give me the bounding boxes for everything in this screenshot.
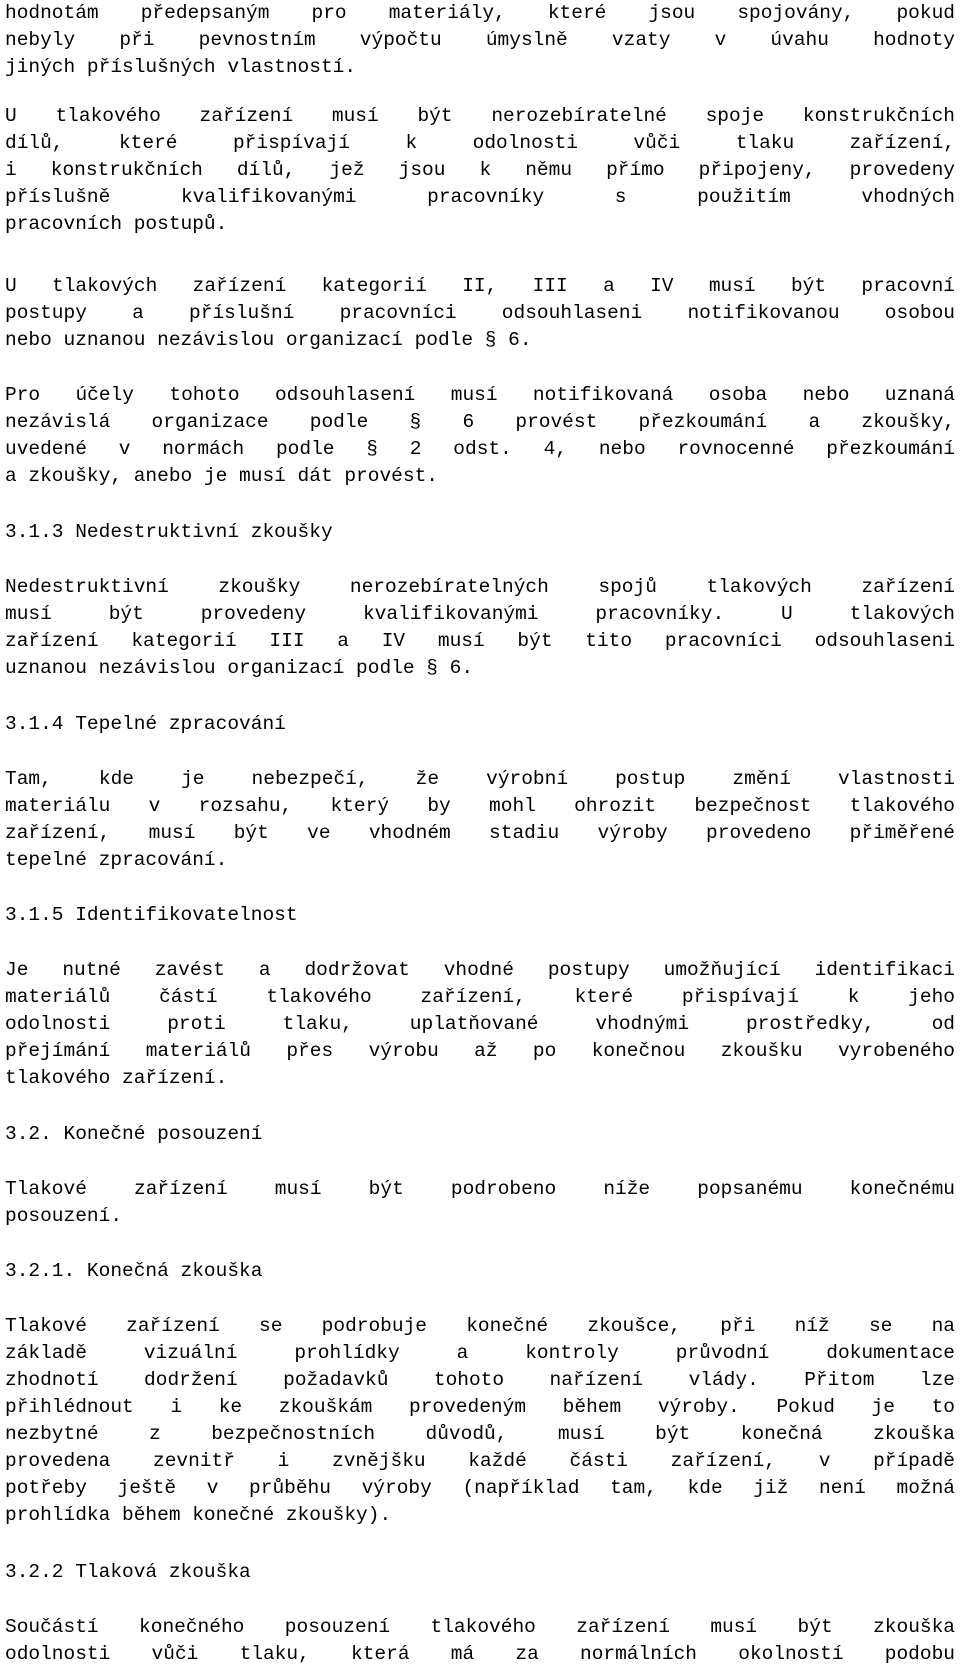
text-line: U tlakového zařízení musí být nerozebíratelné spoje konstrukčních: [5, 105, 955, 127]
heading-3-2: [5, 1121, 955, 1148]
text-line: odolnosti proti tlaku, uplatňované vhodnými prostředky, od: [5, 1013, 955, 1035]
text-line: nebyly při pevnostním výpočtu úmyslně vzaty v úvahu hodnoty: [5, 29, 955, 51]
text-line: nezávislá organizace podle § 6 provést přezkoumání a zkoušky,: [5, 411, 955, 433]
text-line: nezbytné z bezpečnostních důvodů, musí být konečná zkouška: [5, 1423, 955, 1445]
section-heading: 3.1.5 Identifikovatelnost: [5, 904, 298, 926]
text-line: i konstrukčních dílů, jež jsou k němu přímo připojeny, provedeny: [5, 159, 955, 181]
paragraph-categories-approval: [5, 273, 955, 354]
text-line: odolnosti vůči tlaku, která má za normálních okolností podobu: [5, 1643, 955, 1665]
text-line: základě vizuální prohlídky a kontroly průvodní dokumentace: [5, 1342, 955, 1364]
paragraph-final-inspection: [5, 1313, 955, 1529]
section-heading: 3.2.2 Tlaková zkouška: [5, 1561, 251, 1583]
text-line: Je nutné zavést a dodržovat vhodné postupy umožňující identifikaci: [5, 959, 955, 981]
text-line: posouzení.: [5, 1205, 123, 1227]
section-heading: 3.1.4 Tepelné zpracování: [5, 713, 286, 735]
text-line: tepelné zpracování.: [5, 849, 228, 871]
text-line: uvedené v normách podle § 2 odst. 4, nebo rovnocenné přezkoumání: [5, 438, 955, 460]
text-line: zařízení, musí být ve vhodném stadiu výroby provedeno přiměřené: [5, 822, 955, 844]
paragraph-heat-treatment: [5, 766, 955, 874]
heading-3-2-2: [5, 1559, 955, 1586]
text-line: Pro účely tohoto odsouhlasení musí notifikovaná osoba nebo uznaná: [5, 384, 955, 406]
section-heading: 3.1.3 Nedestruktivní zkoušky: [5, 521, 333, 543]
text-line: tlakového zařízení.: [5, 1067, 228, 1089]
paragraph-approval-purpose: [5, 382, 955, 490]
text-line: nebo uznanou nezávislou organizací podle § 6.: [5, 329, 532, 351]
text-line: zařízení kategorií III a IV musí být tito pracovníci odsouhlaseni: [5, 630, 955, 652]
text-line: potřeby ještě v průběhu výroby (například tam, kde již není možná: [5, 1477, 955, 1499]
text-line: přihlédnout i ke zkouškám provedeným během výroby. Pokud je to: [5, 1396, 955, 1418]
paragraph-permanent-joints: [5, 103, 955, 238]
text-line: Tam, kde je nebezpečí, že výrobní postup změní vlastnosti: [5, 768, 955, 790]
text-line: hodnotám předepsaným pro materiály, které jsou spojovány, pokud: [5, 2, 955, 24]
text-line: musí být provedeny kvalifikovanými pracovníky. U tlakových: [5, 603, 955, 625]
text-line: materiálů částí tlakového zařízení, které přispívají k jeho: [5, 986, 955, 1008]
text-line: postupy a příslušní pracovníci odsouhlaseni notifikovanou osobou: [5, 302, 955, 324]
text-line: uznanou nezávislou organizací podle § 6.: [5, 657, 474, 679]
text-line: a zkoušky, anebo je musí dát provést.: [5, 465, 438, 487]
text-line: Tlakové zařízení musí být podrobeno níže popsanému konečnému: [5, 1178, 955, 1200]
section-heading: 3.2. Konečné posouzení: [5, 1123, 263, 1145]
text-line: jiných příslušných vlastností.: [5, 56, 357, 78]
paragraph-ndt: [5, 574, 955, 682]
text-line: provedena zevnitř i zvnějšku každé části zařízení, v případě: [5, 1450, 955, 1472]
text-line: přejímání materiálů přes výrobu až po konečnou zkoušku vyrobeného: [5, 1040, 955, 1062]
section-heading: 3.2.1. Konečná zkouška: [5, 1260, 263, 1282]
text-line: Tlakové zařízení se podrobuje konečné zkoušce, při níž se na: [5, 1315, 955, 1337]
text-line: prohlídka během konečné zkoušky).: [5, 1504, 392, 1526]
text-line: dílů, které přispívají k odolnosti vůči tlaku zařízení,: [5, 132, 955, 154]
paragraph-pressure-test: [5, 1614, 955, 1668]
text-line: materiálu v rozsahu, který by mohl ohrozit bezpečnost tlakového: [5, 795, 955, 817]
paragraph-traceability: [5, 957, 955, 1092]
text-line: zhodnotí dodržení požadavků tohoto nařízení vlády. Přitom lze: [5, 1369, 955, 1391]
paragraph-material-values: [5, 0, 955, 81]
heading-3-1-3: [5, 519, 955, 546]
text-line: U tlakových zařízení kategorií II, III a IV musí být pracovní: [5, 275, 955, 297]
heading-3-2-1: [5, 1258, 955, 1285]
text-line: Nedestruktivní zkoušky nerozebíratelných spojů tlakových zařízení: [5, 576, 955, 598]
heading-3-1-4: [5, 711, 955, 738]
text-line: příslušně kvalifikovanými pracovníky s použitím vhodných: [5, 186, 955, 208]
text-line: pracovních postupů.: [5, 213, 228, 235]
paragraph-final-assessment: [5, 1176, 955, 1230]
heading-3-1-5: [5, 902, 955, 929]
text-line: Součástí konečného posouzení tlakového zařízení musí být zkouška: [5, 1616, 955, 1638]
